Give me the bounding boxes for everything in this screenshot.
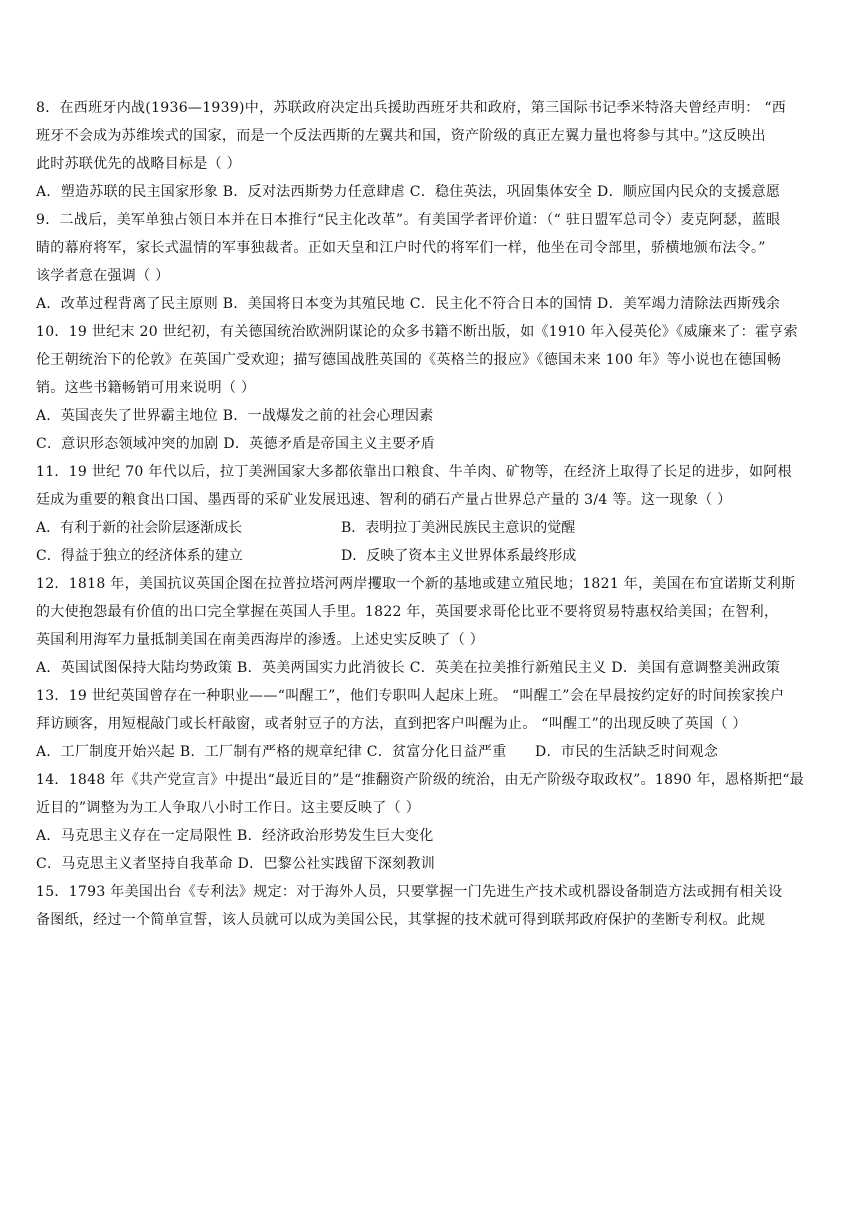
- question-11-options-row: [36, 514, 828, 542]
- question-15-stem-line: 备图纸，经过一个简单宣誓，该人员就可以成为美国公民，其掌握的技术就可得到联邦政府保护的垄断专利权。此规: [36, 912, 766, 928]
- question-9: [36, 206, 828, 318]
- question-list: [36, 94, 828, 934]
- question-14-stem-line: 近目的”调整为为工人争取八小时工作日。这主要反映了（ ）: [36, 800, 421, 816]
- question-10-stem-line: 销。这些书籍畅销可用来说明（ ）: [36, 380, 256, 396]
- question-15: [36, 878, 828, 934]
- question-9-options: A．改革过程背离了民主原则 B．美国将日本变为其殖民地 C．民主化不符合日本的国情 D．美军竭力清除法西斯残余: [36, 296, 781, 312]
- option-d: D．反映了资本主义世界体系最终形成: [341, 548, 577, 564]
- question-12-stem-line: 12．1818 年，美国抗议英国企图在拉普拉塔河两岸攫取一个新的基地或建立殖民地；1821 年，美国在布宜诺斯艾利斯: [36, 576, 796, 592]
- question-14: [36, 766, 828, 878]
- question-10-stem-line: 伦王朝统治下的伦敦》在英国广受欢迎；描写德国战胜英国的《英格兰的报应》《德国未来 100 年》等小说也在德国畅: [36, 352, 782, 368]
- question-10: [36, 318, 828, 458]
- question-11: [36, 458, 828, 570]
- option-a: A．有利于新的社会阶层逐渐成长: [36, 520, 243, 536]
- question-12-stem-line: 的大使抱怨最有价值的出口完全掌握在英国人手里。1822 年，英国要求哥伦比亚不要将贸易特惠权给美国；在智利，: [36, 604, 779, 620]
- option-c: C．得益于独立的经济体系的建立: [36, 548, 243, 564]
- question-9-stem-line: 9．二战后，美军单独占领日本并在日本推行“民主化改革”。有美国学者评价道：（“ 驻日盟军总司令）麦克阿瑟，蓝眼: [36, 212, 781, 228]
- question-13-stem-line: 拜访顾客，用短棍敲门或长杆敲窗，或者射豆子的方法，直到把客户叫醒为止。 “叫醒工”的出现反映了英国（ ）: [36, 716, 747, 732]
- question-13: [36, 682, 828, 766]
- question-11-stem-line: 廷成为重要的粮食出口国、墨西哥的采矿业发展迅速、智利的硝石产量占世界总产量的 3/4 等。这一现象（ ）: [36, 492, 732, 508]
- question-13-options: A．工厂制度开始兴起 B．工厂制有严格的规章纪律 C．贫富分化日益严重 D．市民的生活缺乏时间观念: [36, 744, 719, 760]
- question-14-stem-line: 14．1848 年《共产党宣言》中提出“最近目的”是“推翻资产阶级的统治，由无产阶级夺取政权”。1890 年，恩格斯把“最: [36, 772, 805, 788]
- question-8-stem-line: 8．在西班牙内战(1936—1939)中，苏联政府决定出兵援助西班牙共和政府，第三国际书记季米特洛夫曾经声明： “西: [36, 100, 787, 116]
- question-8: [36, 94, 828, 206]
- question-9-stem-line: 该学者意在强调（ ）: [36, 268, 170, 284]
- question-11-options-row: [36, 542, 828, 570]
- question-10-options-ab: A．英国丧失了世界霸主地位 B．一战爆发之前的社会心理因素: [36, 408, 434, 424]
- question-8-stem-line: 班牙不会成为苏维埃式的国家，而是一个反法西斯的左翼共和国，资产阶级的真正左翼力量也将参与其中。”这反映出: [36, 128, 766, 144]
- question-14-options-cd: C．马克思主义者坚持自我革命 D．巴黎公社实践留下深刻教训: [36, 856, 436, 872]
- question-12: [36, 570, 828, 682]
- question-14-options-ab: A．马克思主义存在一定局限性 B．经济政治形势发生巨大变化: [36, 828, 434, 844]
- question-10-options-cd: C．意识形态领域冲突的加剧 D．英德矛盾是帝国主义主要矛盾: [36, 436, 436, 452]
- question-13-stem-line: 13．19 世纪英国曾存在一种职业——“叫醒工”，他们专职叫人起床上班。 “叫醒工”会在早晨按约定好的时间挨家挨户: [36, 688, 785, 704]
- question-12-stem-line: 英国利用海军力量抵制美国在南美西海岸的渗透。上述史实反映了（ ）: [36, 632, 485, 648]
- question-10-stem-line: 10．19 世纪末 20 世纪初，有关德国统治欧洲阴谋论的众多书籍不断出版，如《1910 年入侵英伦》《威廉来了：霍亨索: [36, 324, 798, 340]
- option-b: B．表明拉丁美洲民族民主意识的觉醒: [341, 520, 576, 536]
- question-8-stem-line: 此时苏联优先的战略目标是（ ）: [36, 156, 241, 172]
- question-15-stem-line: 15．1793 年美国出台《专利法》规定：对于海外人员，只要掌握一门先进生产技术或机器设备制造方法或拥有相关设: [36, 884, 783, 900]
- question-8-options: A．塑造苏联的民主国家形象 B．反对法西斯势力任意肆虐 C．稳住英法，巩固集体安全 D．顺应国内民众的支援意愿: [36, 184, 781, 200]
- question-11-stem-line: 11．19 世纪 70 年代以后，拉丁美洲国家大多都依靠出口粮食、牛羊肉、矿物等，在经济上取得了长足的进步，如阿根: [36, 464, 792, 480]
- question-9-stem-line: 睛的幕府将军，家长式温情的军事独裁者。正如天皇和江户时代的将军们一样，他坐在司令部里，骄横地颁布法令。”: [36, 240, 766, 256]
- question-12-options: A．英国试图保持大陆均势政策 B．英美两国实力此消彼长 C．英美在拉美推行新殖民主义 D．美国有意调整美洲政策: [36, 660, 781, 676]
